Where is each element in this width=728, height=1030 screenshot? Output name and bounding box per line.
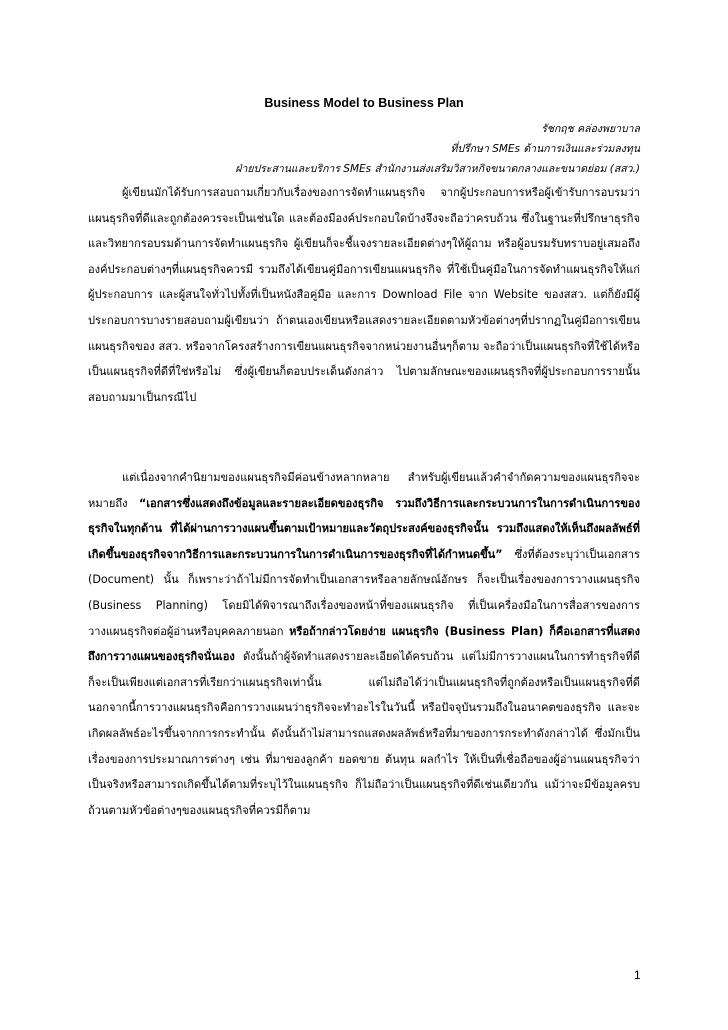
author-position: ที่ปรึกษา SMEs ด้านการเงินและร่วมลงทุน [450,143,640,155]
author-department: ฝ่ายประสานและบริการ SMEs สำนักงานส่งเสริมวิสาหกิจขนาดกลางและขนาดย่อม (สสว.) [235,163,640,175]
business-plan-summary: หรือถ้ากล่าวโดยง่าย แผนธุรกิจ (Business Plan) ก็คือเอกสารที่แสดงถึงการวางแผนของธุรกิจนั่นเอง [88,624,640,664]
business-plan-definition: “เอกสารซึ่งแสดงถึงข้อมูลและรายละเอียดของธุรกิจ รวมถึงวิธีการและกระบวนการในการดำเนินการของธุรกิจในทุกด้าน ที่ได้ผ่านการวางแผนขึ้นตามเป้าหมายและวัตถุประสงค์ของธุรกิจนั้น รวมถึงแสดงให้เห็นถึงผลลัพธ์ที่เกิดขึ้นของธุรกิจจากวิธีการและกระบวนการในการดำเนินการของธุรกิจที่ได้กำหนดขึ้น” [88,496,641,561]
document-title: Business Model to Business Plan [264,96,464,110]
paragraph-1 [88,180,640,410]
paragraph-1-text: ผู้เขียนมักได้รับการสอบถามเกี่ยวกับเรื่องของการจัดทำแผนธุรกิจ จากผู้ประกอบการหรือผู้เข้ารับการอบรมว่าแผนธุรกิจที่ดีและถูกต้องควรจะเป็นเช่นใด และต้องมีองค์ประกอบใดบ้างจึงจะถือว่าครบถ้วน ซึ่งในฐานะที่ปรึกษาธุรกิจและวิทยากรอบรมด้านการจัดทำแผนธุรกิจ ผู้เขียนก็จะชี้แจงรายละเอียดต่างๆให้ผู้ถาม หรือผู้อบรมรับทราบอยู่เสมอถึงองค์ประกอบต่างๆที่แผนธุรกิจควรมี รวมถึงได้เขียนคู่มือการเขียนแผนธุรกิจ ที่ใช้เป็นคู่มือในการจัดทำแผนธุรกิจให้แก่ผู้ประกอบการ และผู้สนใจทั่วไปทั้งที่เป็นหนังสือคู่มือ และการ Download File จาก Website ของสสว. แต่ก็ยังมีผู้ประกอบการบางรายสอบถามผู้เขียนว่า ถ้าตนเองเขียนหรือแสดงรายละเอียดตามหัวข้อต่างๆที่ปรากฏในคู่มือการเขียนแผนธุรกิจของ สสว. หรือจากโครงสร้างการเขียนแผนธุรกิจจากหน่วยงานอื่นๆก็ตาม จะถือว่าเป็นแผนธุรกิจที่ใช้ได้หรือเป็นแผนธุรกิจที่ดีที่ใช่หรือไม่ ซึ่งผู้เขียนก็ตอบประเด็นดังกล่าว ไปตามลักษณะของแผนธุรกิจที่ผู้ประกอบการรายนั้นสอบถามมาเป็นกรณีไป [88,186,640,404]
paragraph-2 [88,465,640,823]
author-name: รัชกฤช คล่องพยาบาล [541,123,640,135]
paragraph-2-document-note: ซึ่งที่ต้องระบุว่าเป็นเอกสาร (Document) นั้น ก็เพราะว่าถ้าไม่มีการจัดทำเป็นเอกสารหรือลายลักษณ์อักษร ก็จะเป็นเรื่องของการวางแผนธุรกิจ (Business Planning) โดยมิได้พิจารณาถึงเรื่องของหน้าที่ของแผนธุรกิจ ที่เป็นเครื่องมือในการสื่อสารของการวางแผนธุรกิจต่อผู้อ่านหรือบุคคลภายนอก [88,547,640,638]
paragraph-2-conclusion: ดังนั้นถ้าผู้จัดทำแสดงรายละเอียดได้ครบถ้วน แต่ไม่มีการวางแผนในการทำธุรกิจที่ดี ก็จะเป็นเพียงแต่เอกสารที่เรียกว่าแผนธุรกิจเท่านั้น แต่ไม่ถือได้ว่าเป็นแผนธุรกิจที่ถูกต้องหรือเป็นแผนธุรกิจที่ดี นอกจากนี้การวางแผนธุรกิจคือการวางแผนว่าธุรกิจจะทำอะไรในวันนี้ หรือปัจจุบันรวมถึงในอนาคตของธุรกิจ และจะเกิดผลลัพธ์อะไรขึ้นจากการกระทำนั้น ดังนั้นถ้าไม่สามารถแสดงผลลัพธ์หรือที่มาของการกระทำดังกล่าวได้ ซึ่งมักเป็นเรื่องของการประมาณการต่างๆ เช่น ที่มาของลูกค้า ยอดขาย ต้นทุน ผลกำไร ให้เป็นที่เชื่อถือของผู้อ่านแผนธุรกิจว่าเป็นจริงหรือสามารถเกิดขึ้นได้ตามที่ระบุไว้ในแผนธุรกิจ ก็ไม่ถือว่าเป็นแผนธุรกิจที่ดีเช่นเดียวกัน แม้ว่าจะมีข้อมูลครบถ้วนตามหัวข้อต่างๆของแผนธุรกิจที่ควรมีก็ตาม [88,650,640,817]
paragraph-2-intro: แต่เนื่องจากคำนิยามของแผนธุรกิจมีค่อนข้างหลากหลาย สำหรับผู้เขียนแล้วคำจำกัดความของแผนธุรกิจจะหมายถึง [88,471,640,510]
page-number: 1 [634,968,641,982]
